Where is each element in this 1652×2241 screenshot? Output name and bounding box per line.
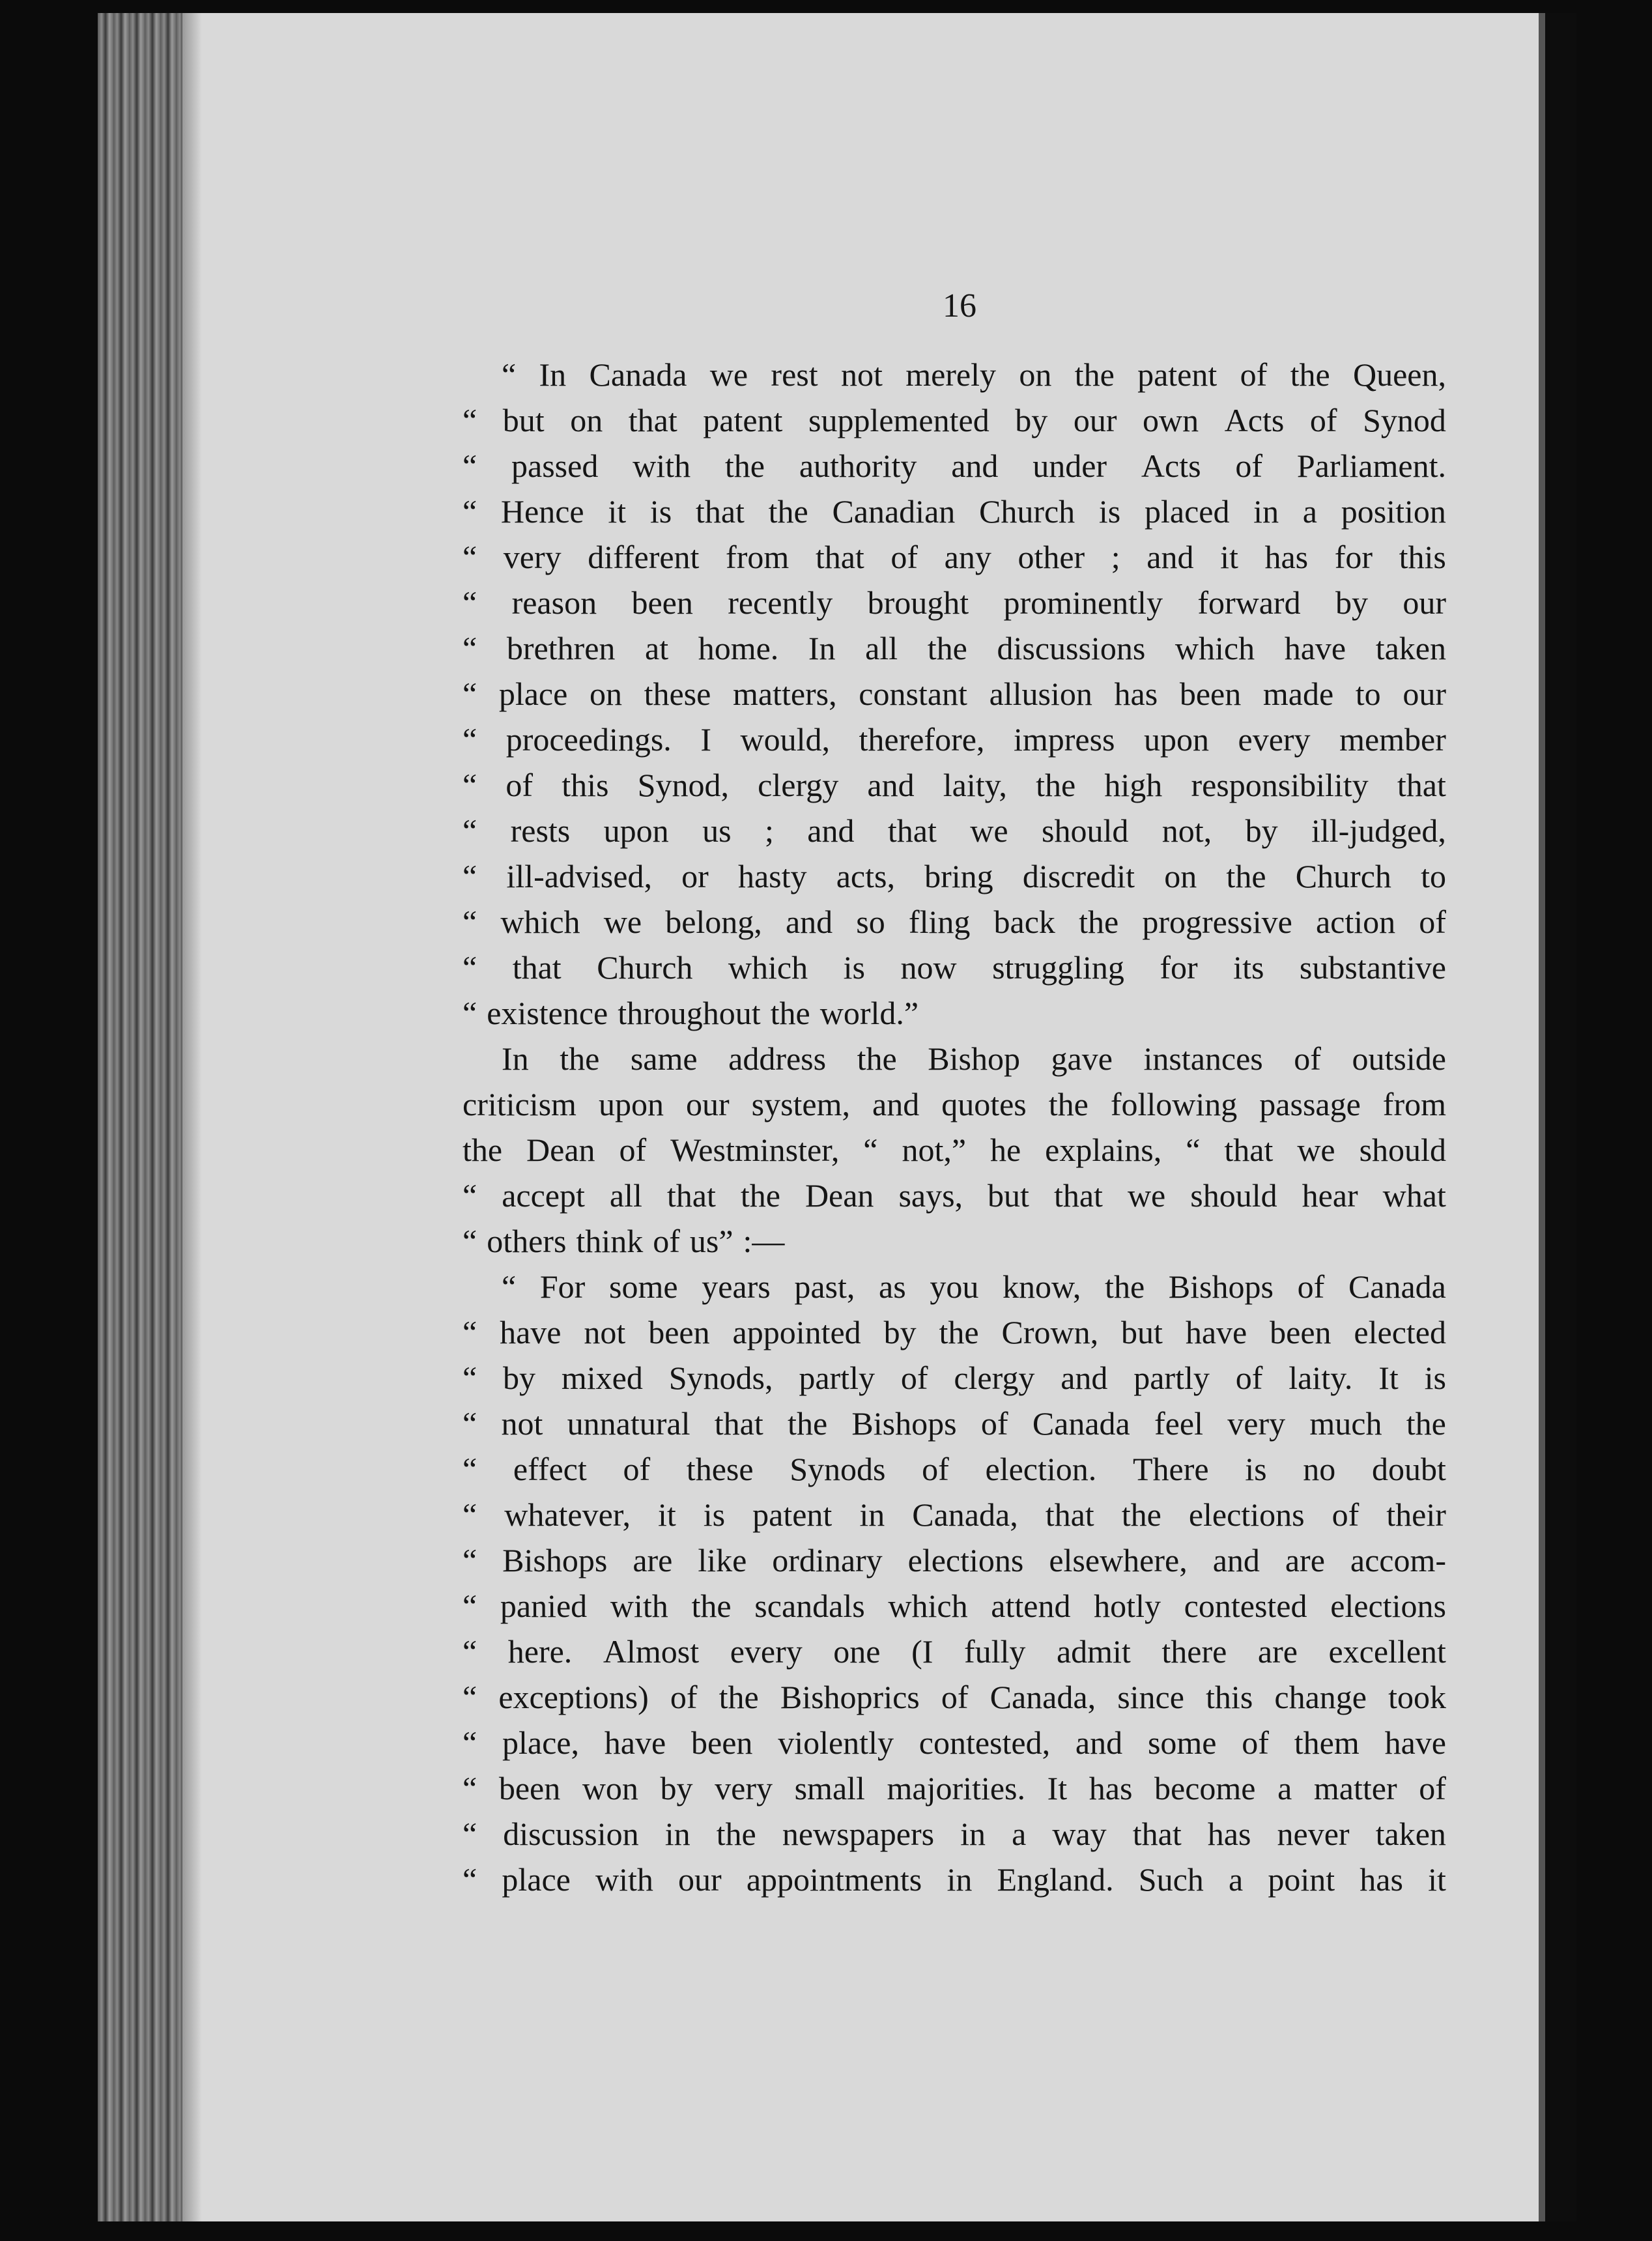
text-line: the Dean of Westminster, “ not,” he explains, “ that we should [463,1132,1446,1168]
text-line: “ not unnatural that the Bishops of Canada feel very much the [463,1405,1446,1442]
text-line: “ by mixed Synods, partly of clergy and partly of laity. It is [463,1360,1446,1396]
dean-quotation-paragraph [463,1264,1446,1902]
scanned-page [98,13,1576,2221]
text-line: “ place on these matters, constant allusion has been made to our [463,676,1446,712]
page-edge-line [1539,13,1545,2221]
text-line: “ brethren at home. In all the discussions which have taken [463,630,1446,666]
text-line: “ panied with the scandals which attend hotly contested elections [463,1588,1446,1624]
text-line: “ discussion in the newspapers in a way that has never taken [463,1816,1446,1852]
text-line: “ here. Almost every one (I fully admit there are excellent [463,1633,1446,1670]
text-line: “ have not been appointed by the Crown, but have been elected [463,1314,1446,1350]
text-line: “ passed with the authority and under Acts of Parliament. [463,448,1446,484]
text-line: “ effect of these Synods of election. There is no doubt [463,1451,1446,1487]
text-line: “ very different from that of any other ; and it has for this [463,539,1446,575]
text-line: “ proceedings. I would, therefore, impress upon every member [463,721,1446,758]
text-line: “ others think of us” :— [463,1223,785,1259]
text-line: “ which we belong, and so fling back the progressive action of [463,904,1446,940]
text-line: “ reason been recently brought prominently forward by our [463,584,1446,621]
text-line: “ place, have been violently contested, and some of them have [463,1724,1446,1761]
text-line: “ whatever, it is patent in Canada, that the elections of their [463,1496,1446,1533]
text-line: “ In Canada we rest not merely on the patent of the Queen, [502,356,1446,393]
page-number: 16 [943,287,976,324]
text-line: In the same address the Bishop gave instances of outside [502,1040,1446,1077]
text-line: “ that Church which is now struggling for its substantive [463,949,1446,986]
text-line: “ ill-advised, or hasty acts, bring discredit on the Church to [463,858,1446,894]
text-line: “ place with our appointments in England. Such a point has it [463,1861,1446,1898]
quoted-address-paragraph [463,352,1446,1036]
narrative-paragraph [463,1036,1446,1264]
book-binding [98,13,182,2221]
page-right-edge [1545,13,1576,2221]
text-line: “ but on that patent supplemented by our own Acts of Synod [463,402,1446,438]
text-line: “ accept all that the Dean says, but that we should hear what [463,1177,1446,1214]
text-line: “ of this Synod, clergy and laity, the high responsibility that [463,767,1446,803]
text-line: criticism upon our system, and quotes the following passage from [463,1086,1446,1122]
text-line: “ rests upon us ; and that we should not, by ill-judged, [463,812,1446,849]
text-line: “ Bishops are like ordinary elections elsewhere, and are accom- [463,1542,1446,1578]
text-line: “ exceptions) of the Bishoprics of Canada, since this change took [463,1679,1446,1715]
text-line: “ existence throughout the world.” [463,995,919,1031]
text-line: “ been won by very small majorities. It has become a matter of [463,1770,1446,1806]
body-text [463,352,1446,1902]
binding-shadow [182,13,202,2221]
text-line: “ Hence it is that the Canadian Church is placed in a position [463,493,1446,530]
text-line: “ For some years past, as you know, the Bishops of Canada [502,1268,1446,1305]
